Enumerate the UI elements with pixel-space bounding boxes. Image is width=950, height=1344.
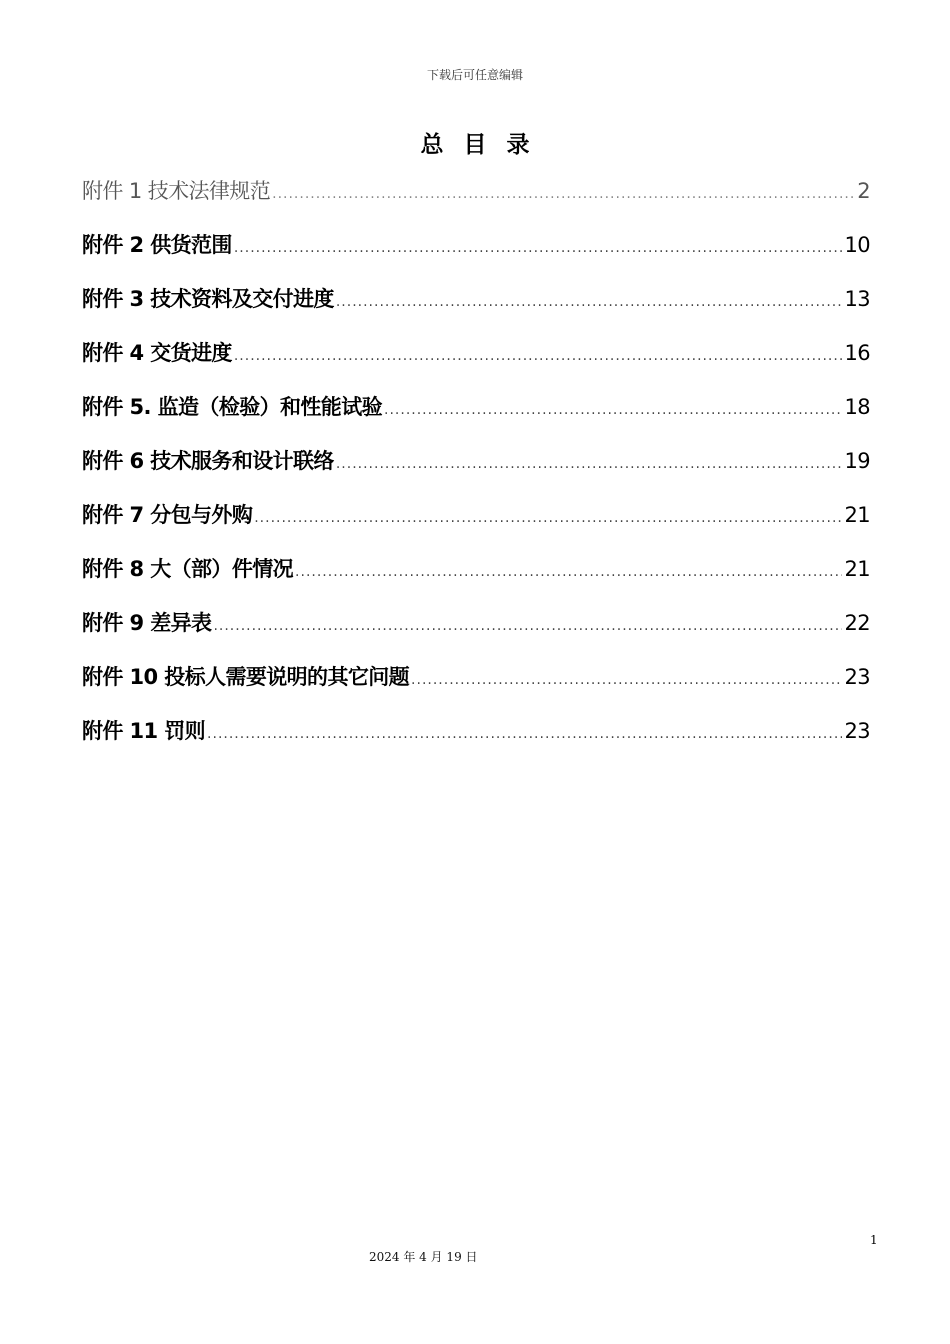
toc-entry-label: 附件 10 投标人需要说明的其它问题 [82, 665, 410, 689]
toc-entry-page: 22 [844, 611, 870, 635]
toc-entry-7[interactable] [82, 496, 870, 550]
toc-leader-dots [213, 607, 842, 645]
toc-leader-dots [411, 661, 842, 699]
toc-entry-8[interactable] [82, 550, 870, 604]
toc-entry-10[interactable] [82, 658, 870, 712]
toc-entry-label: 附件 5. 监造（检验）和性能试验 [82, 395, 383, 419]
toc-leader-dots [254, 499, 842, 537]
toc-entry-1[interactable] [82, 172, 870, 226]
toc-entry-page: 13 [844, 287, 870, 311]
toc-entry-11[interactable] [82, 712, 870, 766]
toc-leader-dots [295, 553, 842, 591]
toc-leader-dots [272, 175, 855, 213]
page-title: 总目录 [420, 132, 550, 158]
toc-entry-label: 附件 9 差异表 [82, 611, 212, 635]
toc-leader-dots [336, 445, 843, 483]
toc-entry-label: 附件 7 分包与外购 [82, 503, 253, 527]
toc-entry-label: 附件 1 技术法律规范 [82, 179, 271, 203]
toc-leader-dots [234, 229, 843, 267]
toc-entry-label: 附件 11 罚则 [82, 719, 206, 743]
footer-date: 2024 年 4 月 19 日 [369, 1250, 478, 1264]
toc-entry-label: 附件 2 供货范围 [82, 233, 232, 257]
toc-entry-2[interactable] [82, 226, 870, 280]
header-note: 下载后可任意编辑 [426, 68, 523, 82]
toc-entry-4[interactable] [82, 334, 870, 388]
toc-entry-label: 附件 4 交货进度 [82, 341, 232, 365]
toc-entry-page: 2 [857, 179, 870, 203]
toc-entry-page: 18 [844, 395, 870, 419]
toc-entry-page: 21 [844, 503, 870, 527]
toc-entry-page: 19 [844, 449, 870, 473]
toc-entry-3[interactable] [82, 280, 870, 334]
toc-entry-page: 23 [844, 665, 870, 689]
toc-entry-5[interactable] [82, 388, 870, 442]
toc-leader-dots [234, 337, 843, 375]
toc-entry-label: 附件 3 技术资料及交付进度 [82, 287, 334, 311]
toc-entry-label: 附件 8 大（部）件情况 [82, 557, 294, 581]
toc-entry-page: 21 [844, 557, 870, 581]
toc-leader-dots [336, 283, 843, 321]
toc-entry-page: 23 [844, 719, 870, 743]
toc-entry-6[interactable] [82, 442, 870, 496]
table-of-contents [82, 172, 870, 766]
toc-entry-label: 附件 6 技术服务和设计联络 [82, 449, 334, 473]
toc-leader-dots [207, 715, 842, 753]
toc-entry-page: 10 [844, 233, 870, 257]
toc-entry-page: 16 [844, 341, 870, 365]
page-number: 1 [870, 1233, 878, 1247]
toc-entry-9[interactable] [82, 604, 870, 658]
toc-leader-dots [384, 391, 842, 429]
